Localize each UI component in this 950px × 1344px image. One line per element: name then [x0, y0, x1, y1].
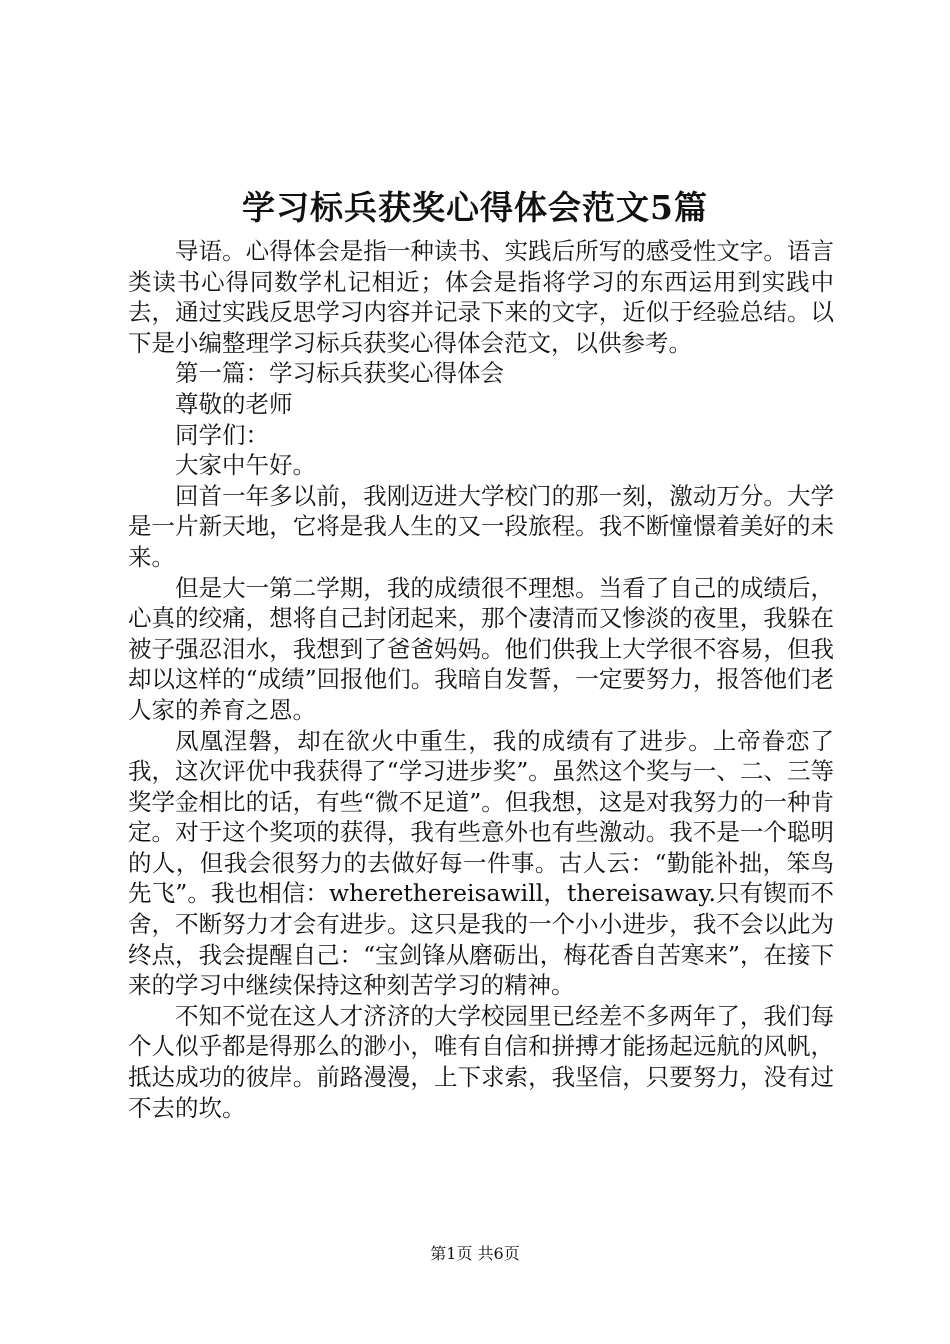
paragraph-salutation-teacher: 尊敬的老师: [175, 389, 293, 418]
page-footer: 第1页 共6页: [430, 1244, 520, 1263]
paragraph-body: 回首一年多以前，我刚迈进大学校门的那一刻，激动万分。大学是一片新天地，它将是我人生的又一段旅程。我不断憧憬着美好的未来。: [128, 481, 834, 571]
document-title: 学习标兵获奖心得体会范文5篇: [242, 188, 708, 227]
paragraph-intro: 导语。心得体会是指一种读书、实践后所写的感受性文字。语言类读书心得同数学札记相近；体会是指将学习的东西运用到实践中去，通过实践反思学习内容并记录下来的文字，近似于经验总结。以下是小编整理学习标兵获奖心得体会范文，以供参考。: [128, 237, 834, 357]
paragraph-section-heading: 第一篇：学习标兵获奖心得体会: [175, 359, 504, 388]
paragraph-salutation-students: 同学们：: [175, 420, 269, 449]
paragraph-body: 凤凰涅磐，却在欲火中重生，我的成绩有了进步。上帝眷恋了我，这次评优中我获得了“学习进步奖”。虽然这个奖与一、二、三等奖学金相比的话，有些“微不足道”。但我想，这是对我努力的一种肯定。对于这个奖项的获得，我有些意外也有些激动。我不是一个聪明的人，但我会很努力的去做好每一件事。古人云：“勤能补拙，笨鸟先飞”。我也相信：wherethereisawill，thereisaway.只有锲而不舍，不断努力才会有进步。这只是我的一个小小进步，我不会以此为终点，我会提醒自己：“宝剑锋从磨砺出，梅花香自苦寒来”，在接下来的学习中继续保持这种刻苦学习的精神。: [128, 726, 834, 1000]
paragraph-greeting: 大家中午好。: [175, 451, 316, 480]
document-body: [128, 236, 834, 1123]
paragraph-body: 但是大一第二学期，我的成绩很不理想。当看了自己的成绩后，心真的绞痛，想将自己封闭起来，那个凄清而又惨淡的夜里，我躲在被子强忍泪水，我想到了爸爸妈妈。他们供我上大学很不容易，但我却以这样的“成绩”回报他们。我暗自发誓，一定要努力，报答他们老人家的养育之恩。: [128, 573, 834, 724]
paragraph-body: 不知不觉在这人才济济的大学校园里已经差不多两年了，我们每个人似乎都是得那么的渺小，唯有自信和拼搏才能扬起远航的风帆，抵达成功的彼岸。前路漫漫，上下求索，我坚信，只要努力，没有过不去的坎。: [128, 1001, 834, 1122]
